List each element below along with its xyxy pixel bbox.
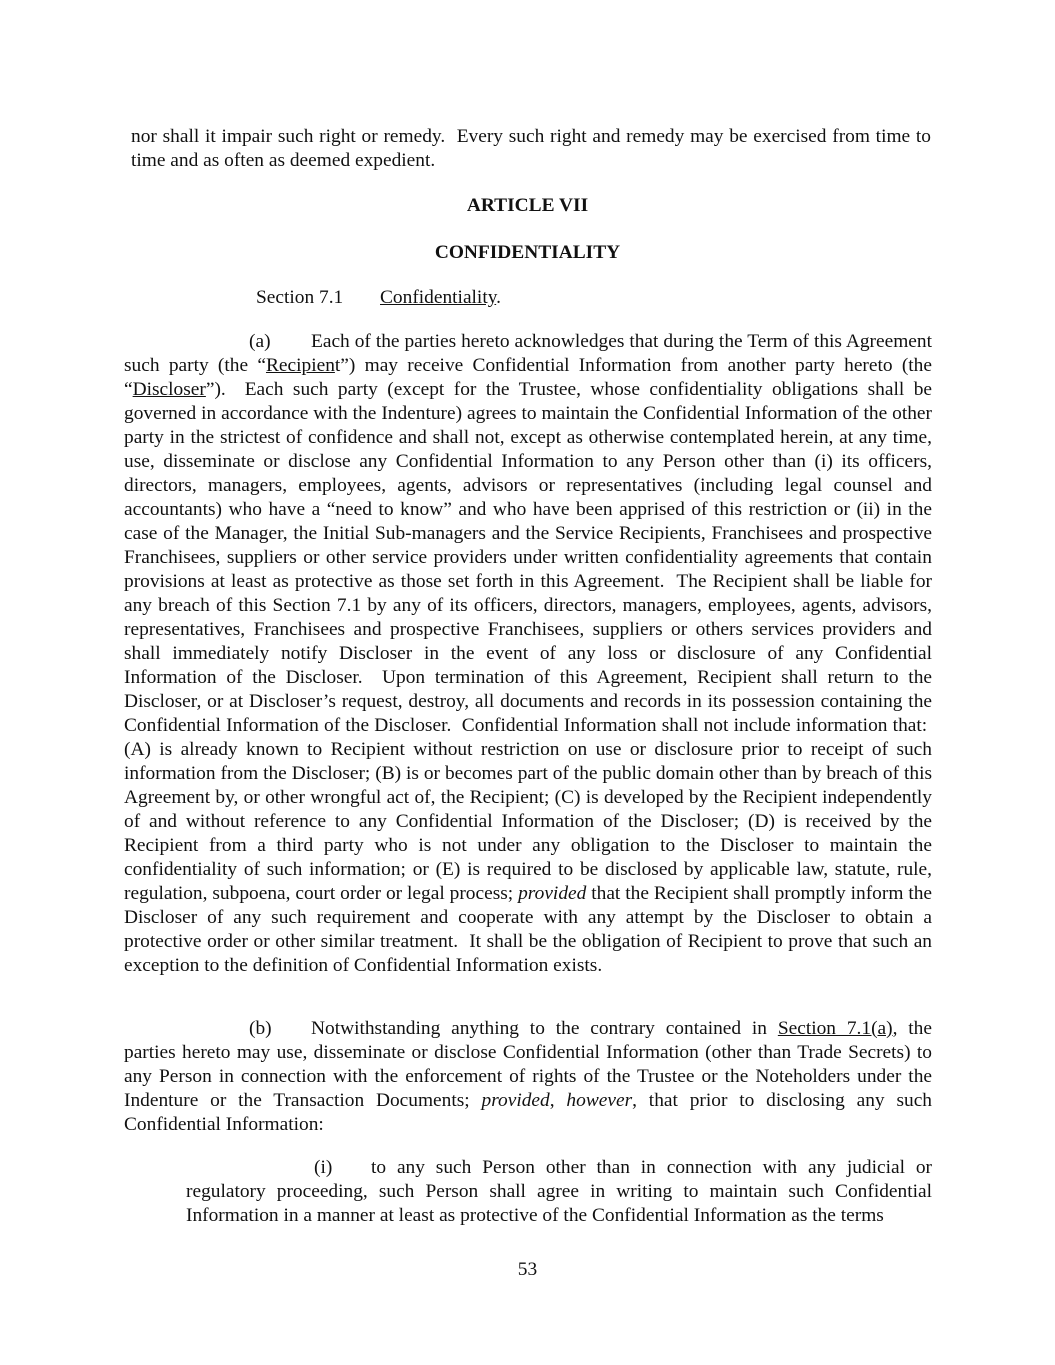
subparagraph-i-label: (i) <box>314 1157 333 1178</box>
defined-term-recipient: Recipien <box>265 355 335 376</box>
paragraph-b-text-1: Notwithstanding anything to the contrary contained in <box>311 1018 778 1039</box>
section-title-period: . <box>496 287 502 308</box>
paragraph-a <box>124 330 932 978</box>
paragraph-a-text-2: t”) may receive Confidential Information from another party hereto (the “ <box>124 355 932 400</box>
paragraph-a-text-4: that the Recipient shall promptly inform the Discloser of any such requirement and cooperate with any attempt by the Discloser to obtain a protective order or other similar treatment. It shall be the obligation of Recipient to prove that such an exception to the definition of Confidential Information exists. <box>124 883 933 976</box>
defined-term-discloser: Discloser <box>132 379 206 400</box>
article-title: CONFIDENTIALITY <box>434 242 621 263</box>
paragraph-a-text-1: Each of the parties hereto acknowledges that during the Term of this Agreement such party (the “ <box>124 331 932 376</box>
section-number: Section 7.1 <box>256 287 344 308</box>
section-reference: Section 7.1(a) <box>777 1018 893 1039</box>
subparagraph-i <box>186 1156 932 1228</box>
paragraph-a-text-3: ”). Each such party (except for the Trustee, whose confidentiality obligations shall be governed in accordance with the Indenture) agrees to maintain the Confidential Information of the other party in the strictest of confidence and shall not, except as otherwise contemplated herein, at any time, use, disseminate or disclose any Confidential Information to any Person other than (i) its officers, directors, managers, employees, agents, advisors or representatives (including legal counsel and accountants) who have a “need to know” and who have been apprised of this restriction or (ii) in the case of the Manager, the Initial Sub-managers and the Service Recipients, Franchisees and prospective Franchisees, suppliers or other service providers under written confidentiality agreements that contain provisions at least as protective as those set forth in this Agreement. The Recipient shall be liable for any breach of this Section 7.1 by any of its officers, directors, managers, employees, agents, advisors, representatives, Franchisees and prospective Franchisees, suppliers or others services providers and shall immediately notify Discloser in the event of any loss or disclosure of any Confidential Information of the Discloser. Upon termination of this Agreement, Recipient shall return to the Discloser, or at Discloser’s request, destroy, all documents and records in its possession containing the Confidential Information of the Discloser. Confidential Information shall not include information that: (A) is already known to Recipient without restriction on use or disclosure prior to receipt of such information from the Discloser; (B) is or becomes part of the public domain other than by breach of this Agreement by, or other wrongful act of, the Recipient; (C) is developed by the Recipient independently of and without reference to any Confidential Information of the Discloser; (D) is received by the Recipient from a third party who is not under any obligation to the Discloser to maintain the confidentiality of such information; or (E) is required to be disclosed by applicable law, statute, rule, regulation, subpoena, court order or legal process; <box>124 379 932 904</box>
paragraph-b <box>124 1017 932 1137</box>
page-number: 53 <box>517 1259 538 1280</box>
paragraph-b-text-4: , that prior to disclosing any such Confidential Information: <box>124 1090 933 1135</box>
paragraph-a-label: (a) <box>249 331 271 352</box>
section-title: Confidentiality <box>380 287 497 308</box>
italic-provided: provided <box>518 883 587 904</box>
subparagraph-i-text: to any such Person other than in connection with any judicial or regulatory proceeding, such Person shall agree in writing to maintain such Confidential Information in a manner at least as protective of the Confidential Information as the terms <box>186 1157 932 1226</box>
continuation-paragraph: nor shall it impair such right or remedy. Every such right and remedy may be exercised from time to time and as often as deemed expedient. <box>131 126 931 171</box>
section-heading <box>256 286 501 310</box>
italic-provided: provided <box>481 1090 550 1111</box>
paragraph-b-text-2: , the parties hereto may use, disseminate or disclose Confidential Information (other than Trade Secrets) to any Person in connection with the enforcement of rights of the Trustee or the Noteholders under the Indenture or the Transaction Documents; <box>124 1018 932 1111</box>
paragraph-b-text-3: , <box>549 1090 567 1111</box>
italic-however: however <box>566 1090 633 1111</box>
article-heading: ARTICLE VII <box>466 195 589 216</box>
paragraph-b-label: (b) <box>249 1018 272 1039</box>
